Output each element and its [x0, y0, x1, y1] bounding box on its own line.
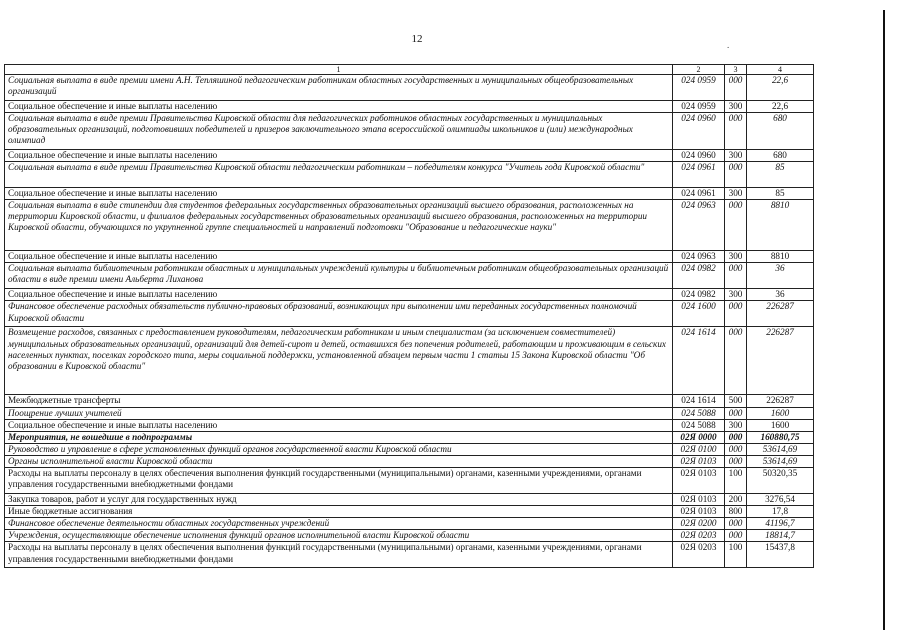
row-vr-cell: 100	[725, 468, 747, 494]
row-vr-cell: 000	[725, 75, 747, 101]
table-row	[5, 419, 814, 431]
table-header-row	[5, 65, 814, 75]
row-vr-cell: 000	[725, 301, 747, 327]
row-code-cell: 02Я 0103	[673, 506, 725, 518]
row-code-cell: 02Я 0100	[673, 443, 725, 455]
row-code-cell: 024 0959	[673, 101, 725, 113]
row-sum-cell: 15437,8	[747, 542, 814, 568]
row-sum-cell: 160880,75	[747, 431, 814, 443]
budget-table	[4, 64, 814, 568]
header-col-4: 4	[747, 65, 814, 75]
row-name-cell: Социальное обеспечение и иные выплаты населению	[5, 150, 673, 162]
row-vr-cell: 000	[725, 327, 747, 395]
row-sum-cell: 680	[747, 150, 814, 162]
row-code-cell: 024 0963	[673, 251, 725, 263]
row-vr-cell: 300	[725, 188, 747, 200]
row-code-cell: 024 0982	[673, 289, 725, 301]
row-name-cell: Социальное обеспечение и иные выплаты населению	[5, 188, 673, 200]
table-row	[5, 289, 814, 301]
table-row	[5, 455, 814, 467]
row-vr-cell: 000	[725, 263, 747, 289]
row-sum-cell: 226287	[747, 301, 814, 327]
row-vr-cell: 200	[725, 494, 747, 506]
table-row	[5, 301, 814, 327]
table-row	[5, 468, 814, 494]
row-vr-cell: 300	[725, 251, 747, 263]
row-sum-cell: 17,8	[747, 506, 814, 518]
row-code-cell: 02Я 0000	[673, 431, 725, 443]
table-row	[5, 113, 814, 150]
row-vr-cell: 000	[725, 443, 747, 455]
row-name-cell: Поощрение лучших учителей	[5, 407, 673, 419]
row-sum-cell: 50320,35	[747, 468, 814, 494]
table-row	[5, 542, 814, 568]
table-row	[5, 443, 814, 455]
table-row	[5, 251, 814, 263]
row-sum-cell: 3276,54	[747, 494, 814, 506]
table-row	[5, 200, 814, 251]
row-code-cell: 024 1600	[673, 301, 725, 327]
scan-edge-line	[883, 10, 885, 630]
row-code-cell: 024 0960	[673, 113, 725, 150]
row-code-cell: 02Я 0103	[673, 455, 725, 467]
row-name-cell: Иные бюджетные ассигнования	[5, 506, 673, 518]
scan-mark: .	[727, 40, 730, 50]
header-col-3: 3	[725, 65, 747, 75]
row-vr-cell: 000	[725, 530, 747, 542]
row-name-cell: Финансовое обеспечение деятельности областных государственных учреждений	[5, 518, 673, 530]
row-vr-cell: 000	[725, 455, 747, 467]
row-sum-cell: 36	[747, 263, 814, 289]
table-row	[5, 162, 814, 188]
table-row	[5, 150, 814, 162]
row-name-cell: Возмещение расходов, связанных с предоставлением руководителям, педагогическим работникам и иным специалистам (за исключением совместителей) муниципальных образовательных организаций, организаций для детей-сирот и детей, оставшихся без попечения родителей, работающим и проживающим в сельских населенных пунктах, поселках городского типа, меры социальной поддержки, установленной абзацем первым части 1 статьи 15 Закона Кировской области "Об образовании в Кировской области"	[5, 327, 673, 395]
row-name-cell: Межбюджетные трансферты	[5, 395, 673, 407]
page-number: 12	[411, 33, 423, 45]
row-name-cell: Расходы на выплаты персоналу в целях обеспечения выполнения функций государственными (муниципальными) органами, казенными учреждениями, органами управления государственными внебюджетными фондами	[5, 542, 673, 568]
table-row	[5, 530, 814, 542]
row-vr-cell: 300	[725, 419, 747, 431]
row-vr-cell: 000	[725, 162, 747, 188]
row-name-cell: Мероприятия, не вошедшие в подпрограммы	[5, 431, 673, 443]
table-row	[5, 75, 814, 101]
table-row	[5, 518, 814, 530]
row-sum-cell: 226287	[747, 395, 814, 407]
table-row	[5, 327, 814, 395]
row-name-cell: Социальная выплата в виде премии имени А.Н. Тепляшиной педагогическим работникам областных государственных и муниципальных общеобразовательных организаций	[5, 75, 673, 101]
row-name-cell: Финансовое обеспечение расходных обязательств публично-правовых образований, возникающих при выполнении ими переданных государственных полномочий Кировской области	[5, 301, 673, 327]
row-vr-cell: 000	[725, 518, 747, 530]
row-name-cell: Руководство и управление в сфере установленных функций органов государственной власти Кировской области	[5, 443, 673, 455]
header-col-1: 1	[5, 65, 673, 75]
row-code-cell: 02Я 0200	[673, 518, 725, 530]
row-code-cell: 02Я 0103	[673, 468, 725, 494]
row-sum-cell: 1600	[747, 407, 814, 419]
row-sum-cell: 53614,69	[747, 443, 814, 455]
row-sum-cell: 53614,69	[747, 455, 814, 467]
row-vr-cell: 000	[725, 113, 747, 150]
row-vr-cell: 000	[725, 200, 747, 251]
table-row	[5, 494, 814, 506]
row-sum-cell: 680	[747, 113, 814, 150]
row-name-cell: Социальная выплата в виде стипендии для студентов федеральных государственных образовательных организаций высшего образования, расположенных на территории Кировской области, и филиалов федеральных государственных образовательных организаций высшего образования, расположенных на территории Кировской области, обучающихся по укрупненной группе специальностей и направлений подготовки "Образование и педагогические науки"	[5, 200, 673, 251]
row-sum-cell: 22,6	[747, 101, 814, 113]
row-name-cell: Социальное обеспечение и иные выплаты населению	[5, 289, 673, 301]
row-vr-cell: 300	[725, 150, 747, 162]
table-row	[5, 188, 814, 200]
row-code-cell: 024 5088	[673, 407, 725, 419]
table-row	[5, 101, 814, 113]
row-name-cell: Органы исполнительной власти Кировской области	[5, 455, 673, 467]
row-code-cell: 02Я 0103	[673, 494, 725, 506]
row-name-cell: Расходы на выплаты персоналу в целях обеспечения выполнения функций государственными (муниципальными) органами, казенными учреждениями, органами управления государственными внебюджетными фондами	[5, 468, 673, 494]
row-code-cell: 024 0961	[673, 188, 725, 200]
row-vr-cell: 000	[725, 407, 747, 419]
table-row	[5, 395, 814, 407]
row-name-cell: Социальная выплата в виде премии Правительства Кировской области педагогическим работникам – победителям конкурса "Учитель года Кировской области"	[5, 162, 673, 188]
row-code-cell: 02Я 0203	[673, 542, 725, 568]
row-name-cell: Социальная выплата библиотечным работникам областных и муниципальных учреждений культуры и библиотечным работникам общеобразовательных организаций области в виде премии имени Альберта Лиханова	[5, 263, 673, 289]
row-code-cell: 02Я 0203	[673, 530, 725, 542]
row-code-cell: 024 0960	[673, 150, 725, 162]
row-sum-cell: 22,6	[747, 75, 814, 101]
row-sum-cell: 8810	[747, 200, 814, 251]
row-name-cell: Социальная выплата в виде премии Правительства Кировской области для педагогических работников областных государственных и муниципальных образовательных организаций, подготовивших победителей и призеров заключительного этапа всероссийской олимпиады школьников и (или) международных олимпиад	[5, 113, 673, 150]
row-vr-cell: 100	[725, 542, 747, 568]
budget-table-body	[5, 65, 814, 568]
row-sum-cell: 36	[747, 289, 814, 301]
row-name-cell: Учреждения, осуществляющие обеспечение исполнения функций органов исполнительной власти Кировской области	[5, 530, 673, 542]
row-code-cell: 024 0961	[673, 162, 725, 188]
row-name-cell: Закупка товаров, работ и услуг для государственных нужд	[5, 494, 673, 506]
row-code-cell: 024 1614	[673, 395, 725, 407]
table-row	[5, 407, 814, 419]
row-sum-cell: 1600	[747, 419, 814, 431]
row-sum-cell: 8810	[747, 251, 814, 263]
row-vr-cell: 500	[725, 395, 747, 407]
row-name-cell: Социальное обеспечение и иные выплаты населению	[5, 419, 673, 431]
row-vr-cell: 300	[725, 101, 747, 113]
row-code-cell: 024 0959	[673, 75, 725, 101]
row-name-cell: Социальное обеспечение и иные выплаты населению	[5, 101, 673, 113]
row-code-cell: 024 1614	[673, 327, 725, 395]
row-code-cell: 024 0963	[673, 200, 725, 251]
row-code-cell: 024 0982	[673, 263, 725, 289]
row-sum-cell: 226287	[747, 327, 814, 395]
row-vr-cell: 800	[725, 506, 747, 518]
table-row	[5, 506, 814, 518]
row-sum-cell: 41196,7	[747, 518, 814, 530]
table-row	[5, 263, 814, 289]
row-name-cell: Социальное обеспечение и иные выплаты населению	[5, 251, 673, 263]
row-sum-cell: 85	[747, 162, 814, 188]
header-col-2: 2	[673, 65, 725, 75]
row-vr-cell: 300	[725, 289, 747, 301]
row-sum-cell: 18814,7	[747, 530, 814, 542]
row-sum-cell: 85	[747, 188, 814, 200]
row-vr-cell: 000	[725, 431, 747, 443]
table-row	[5, 431, 814, 443]
row-code-cell: 024 5088	[673, 419, 725, 431]
